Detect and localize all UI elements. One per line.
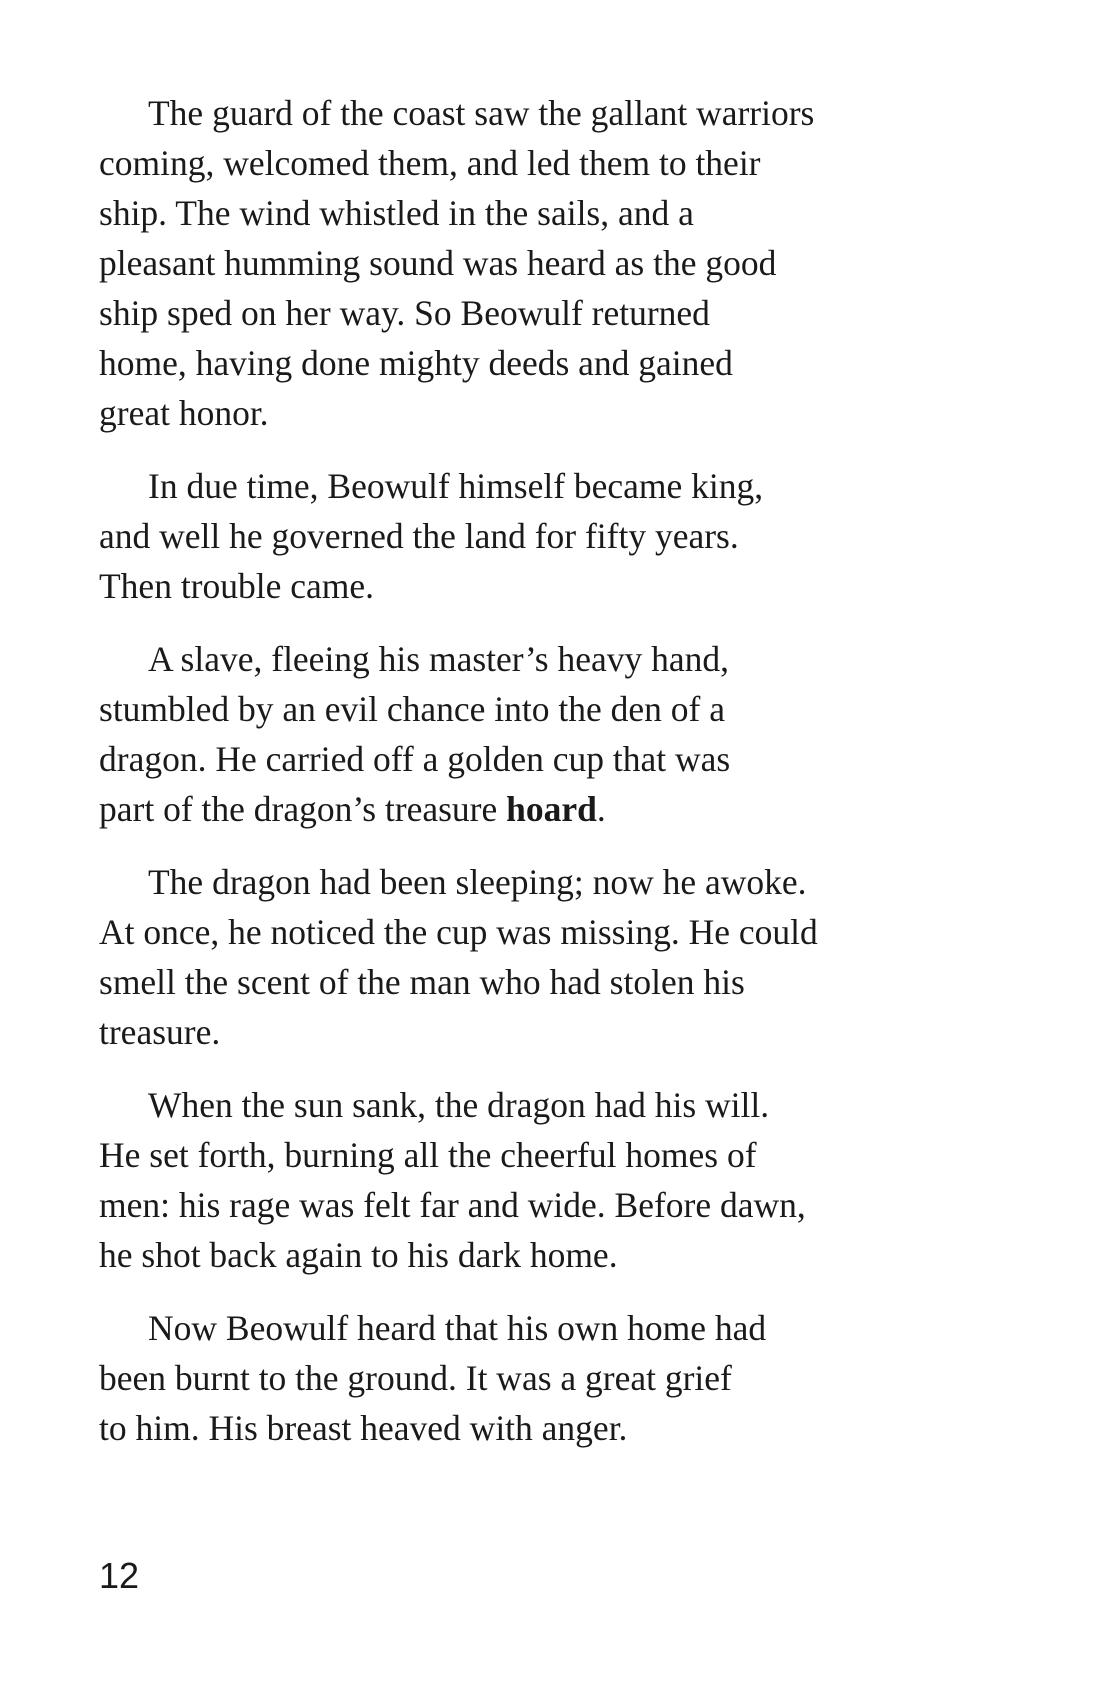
paragraph-4 xyxy=(99,857,999,1057)
text-line: pleasant humming sound was heard as the good xyxy=(99,243,777,283)
text-line: been burnt to the ground. It was a great grief xyxy=(99,1358,732,1398)
text-line: A slave, fleeing his master’s heavy hand, xyxy=(148,639,730,679)
text-line: In due time, Beowulf himself became king, xyxy=(148,466,764,506)
text-line: The guard of the coast saw the gallant warriors xyxy=(148,93,815,133)
text-line: and well he governed the land for fifty years. xyxy=(99,516,739,556)
text-line: stumbled by an evil chance into the den of a xyxy=(99,689,725,729)
text-line: He set forth, burning all the cheerful homes of xyxy=(99,1135,757,1175)
text-line: Then trouble came. xyxy=(99,566,375,606)
text-line: he shot back again to his dark home. xyxy=(99,1235,618,1275)
text-line: ship. The wind whistled in the sails, and a xyxy=(99,193,694,233)
page-number: 12 xyxy=(99,1555,140,1596)
text-line: When the sun sank, the dragon had his will. xyxy=(148,1085,770,1125)
text-fragment: part of the dragon’s treasure xyxy=(99,789,507,829)
text-line: great honor. xyxy=(99,393,269,433)
text-line: At once, he noticed the cup was missing. He could xyxy=(99,912,818,952)
text-line: home, having done mighty deeds and gained xyxy=(99,343,733,383)
text-line: men: his rage was felt far and wide. Before dawn, xyxy=(99,1185,806,1225)
text-line: treasure. xyxy=(99,1012,221,1052)
text-line: to him. His breast heaved with anger. xyxy=(99,1408,628,1448)
text-line: smell the scent of the man who had stolen his xyxy=(99,962,745,1002)
paragraph-3 xyxy=(99,634,999,834)
text-line xyxy=(99,784,999,834)
text-line: coming, welcomed them, and led them to their xyxy=(99,143,761,183)
page-body xyxy=(99,88,999,1476)
text-line: ship sped on her way. So Beowulf returned xyxy=(99,293,710,333)
paragraph-5 xyxy=(99,1080,999,1280)
text-line: dragon. He carried off a golden cup that was xyxy=(99,739,731,779)
paragraph-1 xyxy=(99,88,999,438)
paragraph-6 xyxy=(99,1303,999,1453)
text-line: The dragon had been sleeping; now he awoke. xyxy=(148,862,807,902)
text-fragment: . xyxy=(596,789,606,829)
vocabulary-word: hoard xyxy=(506,789,597,829)
text-line: Now Beowulf heard that his own home had xyxy=(148,1308,767,1348)
paragraph-2 xyxy=(99,461,999,611)
